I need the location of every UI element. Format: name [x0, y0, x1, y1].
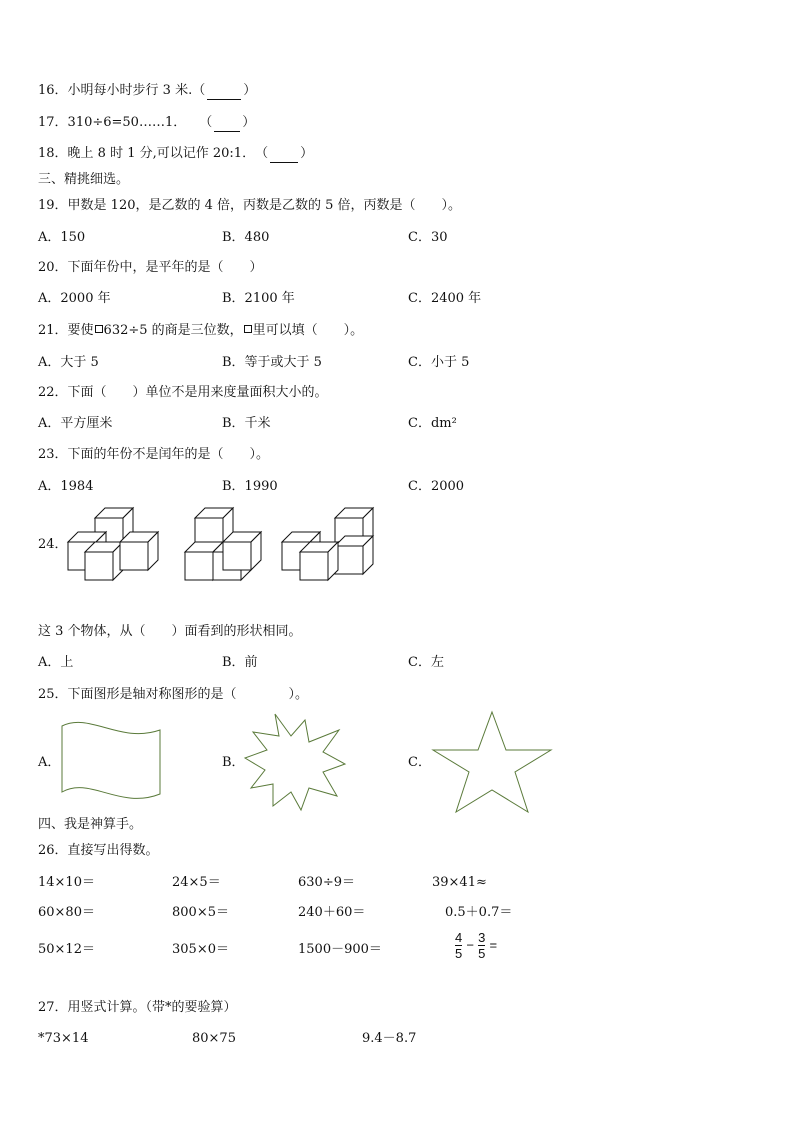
option-c[interactable]: C．dm² — [408, 416, 457, 431]
question-27: 27．用竖式计算。（带*的要验算） — [38, 1000, 237, 1015]
answer-blank[interactable] — [270, 146, 298, 163]
question-21: 21．要使 632÷5 的商是三位数， 里可以填（ ）。 — [38, 323, 364, 338]
calc-item: 50×12＝ — [38, 942, 95, 957]
option-a[interactable]: A．1984 — [38, 479, 94, 494]
option-c[interactable]: C．左 — [408, 655, 444, 670]
option-b[interactable]: B． — [222, 755, 245, 770]
question-26: 26．直接写出得数。 — [38, 843, 159, 858]
calc-item: 630÷9＝ — [298, 875, 355, 890]
option-a[interactable]: A．平方厘米 — [38, 416, 113, 431]
wavy-flag-shape — [60, 718, 160, 808]
option-c[interactable]: C． — [408, 755, 431, 770]
cube-figure-1 — [68, 508, 158, 580]
option-c[interactable]: C．小于 5 — [408, 355, 470, 370]
answer-blank[interactable] — [207, 83, 241, 100]
question-25: 25．下面图形是轴对称图形的是（ ）。 — [38, 687, 309, 702]
calc-item: 240＋60＝ — [298, 905, 366, 920]
option-a[interactable]: A．大于 5 — [38, 355, 99, 370]
calc-item: 39×41≈ — [432, 875, 487, 890]
question-16: 16．小明每小时步行 3 米.（ ） — [38, 83, 257, 98]
option-a[interactable]: A．150 — [38, 230, 86, 245]
option-b[interactable]: B．2100 年 — [222, 291, 295, 306]
option-b[interactable]: B．1990 — [222, 479, 278, 494]
calc-item: 0.5＋0.7＝ — [445, 905, 513, 920]
calc-item: 1500－900＝ — [298, 942, 382, 957]
fraction-expression: $\frac{4}{5}$ − $\frac{3}{5}$ = — [455, 930, 498, 961]
question-23: 23．下面的年份不是闰年的是（ ）。 — [38, 447, 270, 462]
option-b[interactable]: B．前 — [222, 655, 258, 670]
calc-item: 305×0＝ — [172, 942, 229, 957]
question-17: 17．310÷6=50……1． （ ） — [38, 115, 256, 130]
question-18: 18．晚上 8 时 1 分,可以记作 20:1． （ ） — [38, 146, 314, 161]
option-b[interactable]: B．千米 — [222, 416, 271, 431]
cube-figures — [60, 500, 480, 590]
option-a[interactable]: A．2000 年 — [38, 291, 111, 306]
question-24: 这 3 个物体，从（ ）面看到的形状相同。 — [38, 624, 302, 639]
calc-item: 14×10＝ — [38, 875, 95, 890]
option-c[interactable]: C．2000 — [408, 479, 465, 494]
section-heading-3: 三、精挑细选。 — [38, 172, 130, 187]
option-c[interactable]: C．2400 年 — [408, 291, 482, 306]
option-b[interactable]: B．等于或大于 5 — [222, 355, 322, 370]
answer-blank[interactable] — [214, 115, 240, 132]
calc-item: 24×5＝ — [172, 875, 221, 890]
option-b[interactable]: B．480 — [222, 230, 270, 245]
option-a[interactable]: A． — [38, 755, 61, 770]
section-heading-4: 四、我是神算手。 — [38, 817, 143, 832]
calc-item: *73×14 — [38, 1031, 89, 1046]
calc-item: 60×80＝ — [38, 905, 95, 920]
question-22: 22．下面（ ）单位不是用来度量面积大小的。 — [38, 385, 328, 400]
star-shape — [430, 710, 554, 814]
option-a[interactable]: A．上 — [38, 655, 74, 670]
cube-figure-2 — [185, 508, 261, 580]
option-c[interactable]: C．30 — [408, 230, 448, 245]
question-19: 19．甲数是 120，是乙数的 4 倍，丙数是乙数的 5 倍，丙数是（ ）。 — [38, 198, 462, 213]
cube-figure-3 — [282, 508, 373, 580]
calc-item: 9.4－8.7 — [362, 1031, 417, 1046]
question-20: 20．下面年份中，是平年的是（ ） — [38, 260, 263, 275]
calc-item: 800×5＝ — [172, 905, 229, 920]
blank-square-icon — [244, 325, 252, 333]
calc-item: 80×75 — [192, 1031, 236, 1046]
fraction: $\frac{3}{5}$ — [478, 930, 486, 961]
question-24-label: 24． — [38, 537, 68, 552]
blank-square-icon — [95, 325, 103, 333]
fraction: $\frac{4}{5}$ — [455, 930, 463, 961]
starburst-shape — [243, 712, 353, 812]
